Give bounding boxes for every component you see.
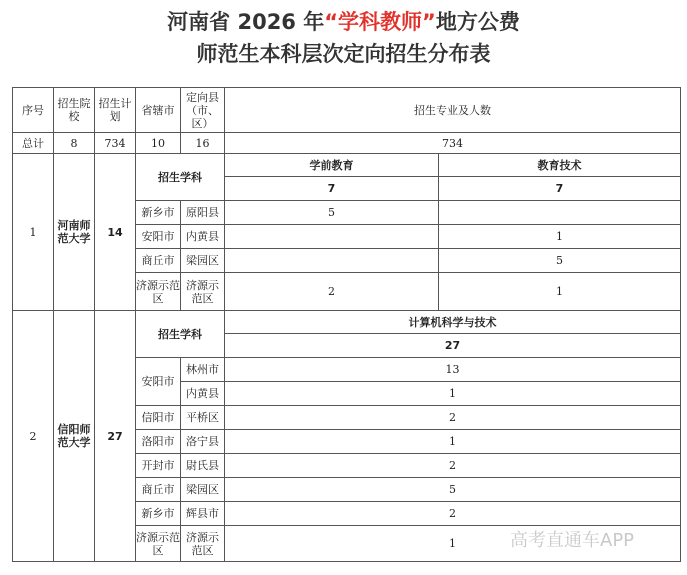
county-cell: 济源示范区 bbox=[181, 526, 225, 562]
county-cell: 尉氏县 bbox=[181, 454, 225, 478]
county-cell: 内黄县 bbox=[181, 225, 225, 249]
city-cell: 济源示范区 bbox=[136, 526, 181, 562]
city-cell: 商丘市 bbox=[136, 478, 181, 502]
city-cell: 洛阳市 bbox=[136, 430, 181, 454]
count-cell: 2 bbox=[225, 502, 681, 526]
school2-plan: 27 bbox=[95, 311, 136, 562]
school2-subject-label: 招生学科 bbox=[136, 311, 225, 358]
table-row bbox=[13, 311, 681, 334]
school1-seq: 1 bbox=[13, 154, 54, 311]
school2-seq: 2 bbox=[13, 311, 54, 562]
total-majors: 734 bbox=[225, 133, 681, 154]
county-cell: 济源示范区 bbox=[181, 273, 225, 311]
city-cell: 安阳市 bbox=[136, 225, 181, 249]
count-cell: 5 bbox=[225, 201, 439, 225]
city-cell: 信阳市 bbox=[136, 406, 181, 430]
title-highlight: “学科教师” bbox=[324, 10, 436, 34]
count-cell bbox=[225, 225, 439, 249]
school1-name: 河南师范大学 bbox=[54, 154, 95, 311]
school2-major-total: 27 bbox=[225, 334, 681, 358]
county-cell: 梁园区 bbox=[181, 478, 225, 502]
school1-major-a-total: 7 bbox=[225, 177, 439, 201]
page-title-line1: 河南省 2026 年“学科教师”地方公费 bbox=[167, 10, 520, 34]
count-cell: 2 bbox=[225, 406, 681, 430]
school1-subject-label: 招生学科 bbox=[136, 154, 225, 201]
school1-major-b: 教育技术 bbox=[439, 154, 681, 177]
count-cell: 1 bbox=[439, 225, 681, 249]
total-plan: 734 bbox=[95, 133, 136, 154]
count-cell: 1 bbox=[225, 526, 681, 562]
county-cell: 林州市 bbox=[181, 358, 225, 382]
city-cell: 商丘市 bbox=[136, 249, 181, 273]
header-row bbox=[13, 88, 681, 133]
count-cell: 2 bbox=[225, 273, 439, 311]
count-cell bbox=[439, 201, 681, 225]
enrollment-table bbox=[12, 87, 681, 562]
count-cell: 1 bbox=[225, 430, 681, 454]
header-plan: 招生计划 bbox=[95, 88, 136, 133]
total-label: 总计 bbox=[13, 133, 54, 154]
count-cell bbox=[225, 249, 439, 273]
header-city: 省辖市 bbox=[136, 88, 181, 133]
county-cell: 内黄县 bbox=[181, 382, 225, 406]
count-cell: 2 bbox=[225, 454, 681, 478]
city-cell: 开封市 bbox=[136, 454, 181, 478]
total-cities: 10 bbox=[136, 133, 181, 154]
county-cell: 原阳县 bbox=[181, 201, 225, 225]
school1-major-a: 学前教育 bbox=[225, 154, 439, 177]
count-cell: 1 bbox=[225, 382, 681, 406]
header-seq: 序号 bbox=[13, 88, 54, 133]
county-cell: 洛宁县 bbox=[181, 430, 225, 454]
city-cell: 安阳市 bbox=[136, 358, 181, 406]
count-cell: 1 bbox=[439, 273, 681, 311]
header-school: 招生院校 bbox=[54, 88, 95, 133]
count-cell: 5 bbox=[225, 478, 681, 502]
page-title-line2: 师范生本科层次定向招生分布表 bbox=[196, 42, 491, 66]
school1-plan: 14 bbox=[95, 154, 136, 311]
total-row bbox=[13, 133, 681, 154]
school2-major: 计算机科学与技术 bbox=[225, 311, 681, 334]
header-majors: 招生专业及人数 bbox=[225, 88, 681, 133]
table-row bbox=[13, 154, 681, 177]
city-cell: 新乡市 bbox=[136, 201, 181, 225]
school2-name: 信阳师范大学 bbox=[54, 311, 95, 562]
county-cell: 梁园区 bbox=[181, 249, 225, 273]
county-cell: 辉县市 bbox=[181, 502, 225, 526]
total-schools: 8 bbox=[54, 133, 95, 154]
count-cell: 5 bbox=[439, 249, 681, 273]
school1-major-b-total: 7 bbox=[439, 177, 681, 201]
total-counties: 16 bbox=[181, 133, 225, 154]
city-cell: 济源示范区 bbox=[136, 273, 181, 311]
city-cell: 新乡市 bbox=[136, 502, 181, 526]
county-cell: 平桥区 bbox=[181, 406, 225, 430]
watermark: 高考直通车APP bbox=[510, 530, 635, 551]
count-cell: 13 bbox=[225, 358, 681, 382]
header-county: 定向县（市、区） bbox=[181, 88, 225, 133]
